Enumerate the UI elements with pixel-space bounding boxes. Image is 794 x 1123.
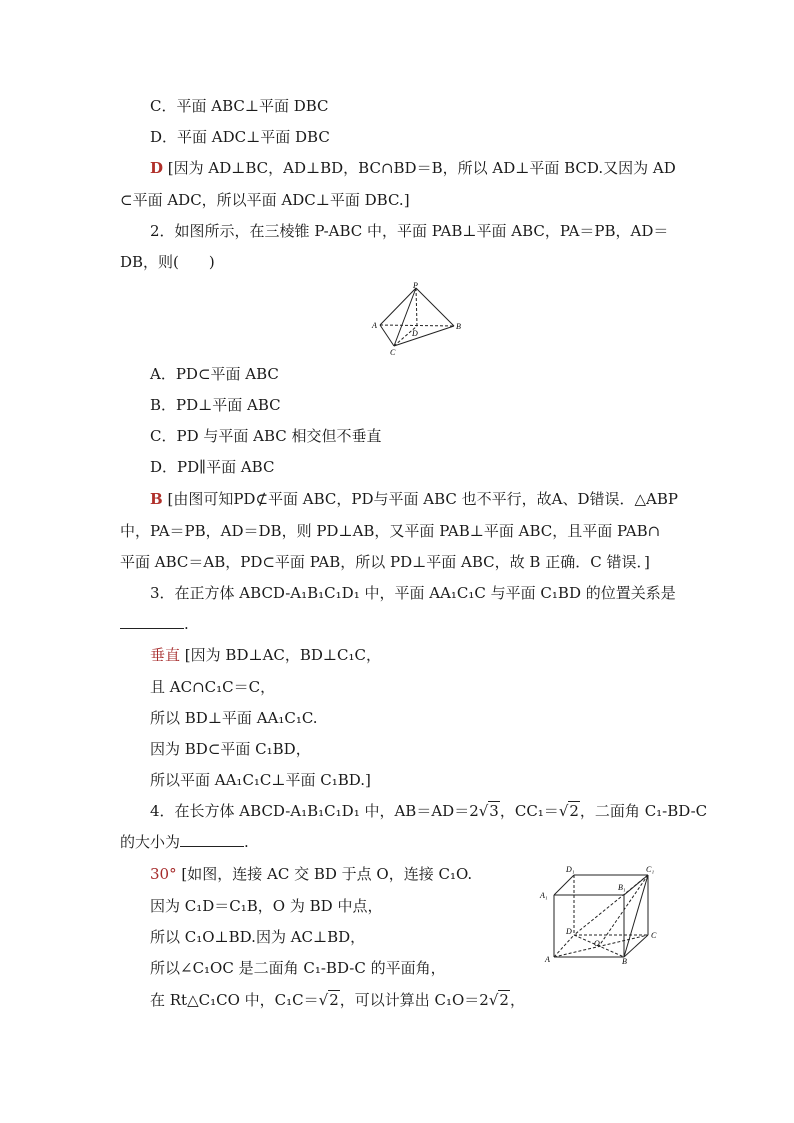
q4-explanation-line-1: [150, 864, 472, 884]
edge-ad-hidden: [554, 935, 574, 957]
q2-option-c: C．PD 与平面 ABC 相交但不垂直: [150, 427, 382, 445]
cuboid-figure: [536, 862, 666, 964]
edge-cb: [394, 326, 454, 346]
q4-stem-line-2a: 的大小为: [120, 833, 181, 851]
q4-stem-part-b: ，CC₁＝: [499, 802, 559, 820]
q3-stem-line-2: [120, 614, 189, 634]
label-a: A: [545, 955, 550, 964]
label-d: D: [412, 329, 418, 338]
label-b1: B₁: [618, 883, 626, 892]
label-b: B: [456, 322, 461, 331]
label-d: D: [566, 927, 572, 936]
q4-explanation-line-4: 所以∠C₁OC 是二面角 C₁-BD-C 的平面角，: [150, 959, 446, 977]
q4-stem-part-a: 4．在长方体 ABCD-A₁B₁C₁D₁ 中，AB＝AD＝2: [150, 802, 479, 820]
q4-explanation-line-2: 因为 C₁D＝C₁B，O 为 BD 中点，: [150, 897, 383, 915]
q4-answer-blank: [180, 832, 244, 847]
edge-pa: [380, 288, 416, 325]
edge-pb: [416, 288, 454, 326]
q4-explanation-line-3: 所以 C₁O⊥BD.因为 AC⊥BD，: [150, 928, 366, 946]
q4-expl-text-1: [如图，连接 AC 交 BD 于点 O，连接 C₁O.: [181, 865, 473, 883]
q1-option-c: C．平面 ABC⊥平面 DBC: [150, 97, 329, 115]
diag-ac: [554, 935, 648, 957]
edge-pd-hidden: [416, 288, 417, 326]
q2-option-b: B．PD⊥平面 ABC: [150, 396, 281, 414]
q4-answer-value: 30°: [150, 865, 177, 883]
q2-stem-line-2: DB，则( ): [120, 253, 215, 271]
q4-expl-part-c: ，: [509, 991, 525, 1009]
q4-radicand-3: 3: [489, 802, 499, 820]
q2-explanation-line-3: 平面 ABC＝AB，PD⊂平面 PAB，所以 PD⊥平面 ABC，故 B 正确．C 错误．]: [120, 553, 650, 571]
q4-expl-sqrt-2: √2: [488, 991, 509, 1009]
q4-sqrt-3: √3: [478, 802, 499, 820]
q1-expl-text-1: [因为 AD⊥BC，AD⊥BD，BC∩BD＝B，所以 AD⊥平面 BCD.又因为 AD: [167, 159, 676, 177]
q1-option-d: D．平面 ADC⊥平面 DBC: [150, 128, 330, 146]
label-b: B: [622, 957, 627, 964]
q3-explanation-line-4: 因为 BD⊂平面 C₁BD，: [150, 740, 311, 758]
q3-explanation-line-3: 所以 BD⊥平面 AA₁C₁C.: [150, 709, 318, 727]
q4-stem-line-2: [120, 832, 249, 852]
label-a1: A₁: [540, 891, 548, 900]
q4-expl-radicand-1: 2: [329, 991, 339, 1009]
label-o: O: [594, 939, 600, 948]
q4-expl-part-b: ，可以计算出 C₁O＝2: [339, 991, 489, 1009]
q2-explanation-line-1: [150, 489, 678, 509]
q2-explanation-line-2: 中，PA＝PB，AD＝DB，则 PD⊥AB，又平面 PAB⊥平面 ABC，且平面 PAB∩: [120, 522, 661, 540]
q2-stem-line-1: 2．如图所示，在三棱锥 P-ABC 中，平面 PAB⊥平面 ABC，PA＝PB，AD＝: [150, 222, 669, 240]
q4-stem-line-2b: .: [244, 833, 249, 851]
q3-stem-line-1: 3．在正方体 ABCD-A₁B₁C₁D₁ 中，平面 AA₁C₁C 与平面 C₁BD 的位置关系是: [150, 584, 676, 602]
q4-explanation-line-5: [150, 990, 525, 1010]
q2-expl-text-1: [由图可知PD⊄平面 ABC，PD与平面 ABC 也不平行，故A、D错误．△ABP: [167, 490, 678, 508]
q3-explanation-line-2: 且 AC∩C₁C＝C，: [150, 678, 276, 696]
q3-answer-blank: [120, 614, 184, 629]
label-c: C: [390, 348, 396, 356]
line-c1b: [624, 875, 648, 957]
q4-expl-part-a: 在 Rt△C₁CO 中，C₁C＝: [150, 991, 319, 1009]
label-c: C: [651, 931, 657, 940]
q2-option-d: D．PD∥平面 ABC: [150, 458, 275, 476]
q2-answer-letter: B: [150, 490, 163, 508]
label-d1: D₁: [566, 865, 575, 874]
q3-explanation-line-5: 所以平面 AA₁C₁C⊥平面 C₁BD.]: [150, 771, 371, 789]
q4-expl-radicand-2: 2: [499, 991, 509, 1009]
q3-answer-word: 垂直: [150, 646, 181, 664]
q1-answer-letter: D: [150, 159, 164, 177]
q3-expl-text-1: [因为 BD⊥AC，BD⊥C₁C，: [184, 646, 382, 664]
q2-option-a: A．PD⊂平面 ABC: [150, 365, 279, 383]
label-a: A: [372, 321, 377, 330]
q4-radicand-2: 2: [569, 802, 579, 820]
q4-stem-line-1: [150, 801, 707, 821]
label-c1: C₁: [646, 865, 655, 874]
q3-explanation-line-1: [150, 645, 381, 665]
edge-ac: [380, 325, 394, 346]
edge-a1d1: [554, 875, 574, 895]
pyramid-figure: [370, 282, 464, 356]
q1-explanation-line-1: [150, 158, 676, 178]
q3-stem-end: .: [184, 615, 189, 633]
q4-expl-sqrt-1: √2: [318, 991, 339, 1009]
q4-sqrt-2: √2: [558, 802, 579, 820]
label-p: P: [413, 282, 418, 290]
q1-explanation-line-2: ⊂平面 ADC，所以平面 ADC⊥平面 DBC.]: [120, 191, 410, 209]
q4-stem-part-c: ，二面角 C₁-BD-C: [579, 802, 708, 820]
